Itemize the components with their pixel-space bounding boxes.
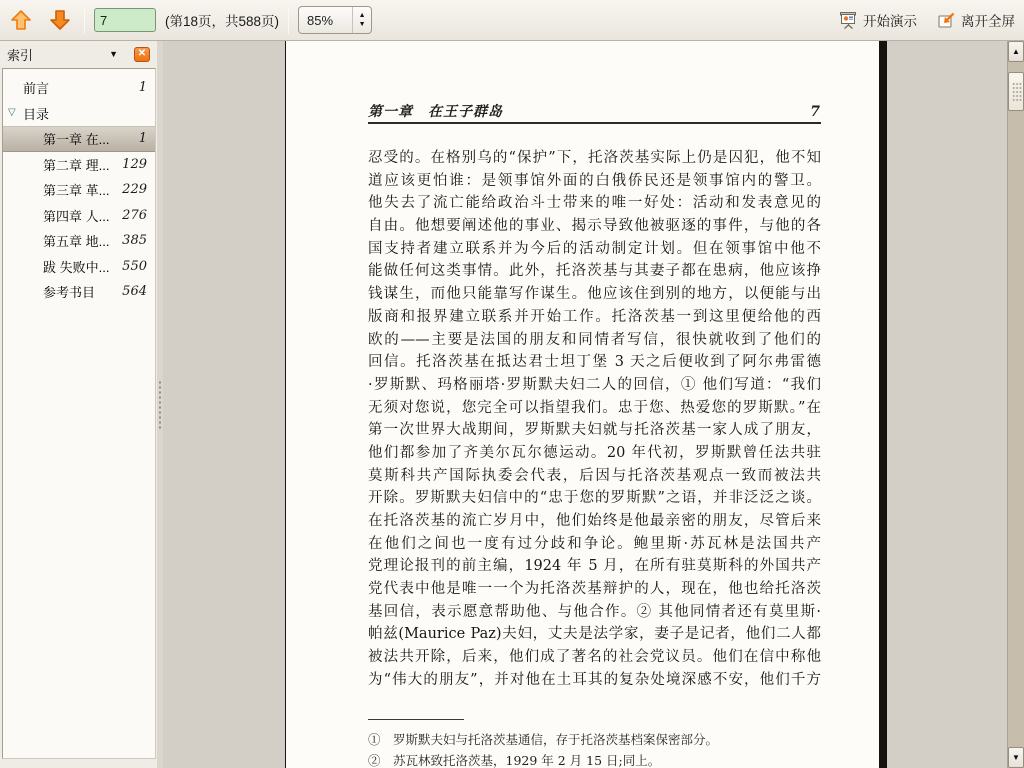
body-line: 能做任何这类事情。此外，托洛茨基与其妻子都在患病，他应该挣 xyxy=(368,263,821,280)
toc-item-page: 1 xyxy=(138,131,147,147)
toc-item-label: 前言 xyxy=(23,81,50,97)
toc-item[interactable] xyxy=(3,254,155,280)
toc-item-page: 129 xyxy=(122,156,147,172)
body-line: 他失去了流亡能给政治斗士带来的唯一好处：活动和发表意见的 xyxy=(368,195,821,212)
toc-item-page: 550 xyxy=(122,258,147,274)
toc-item-page: 564 xyxy=(122,284,147,300)
zoom-level-value: 85% xyxy=(307,12,334,28)
body-line: ·罗斯默、玛格丽塔·罗斯默夫妇二人的回信，① 他们写道：“我们 xyxy=(368,376,821,393)
toc-item-label: 第三章 革... xyxy=(43,183,110,199)
scrollbar-down-button[interactable]: ▼ xyxy=(1008,747,1024,768)
spinner-up-icon[interactable]: ▲ xyxy=(358,12,366,19)
body-line: 为“伟大的朋友”，并对他在土耳其的复杂处境深感不安，他们千方 xyxy=(368,671,821,688)
toolbar-separator xyxy=(84,7,85,34)
start-presentation-label: 开始演示 xyxy=(863,14,917,29)
body-line: 莫斯科共产国际执委会代表，后因与托洛茨基观点一致而被法共 xyxy=(368,467,821,484)
body-line: 基回信，表示愿意帮助他、与他合作。② 其他同情者还有莫里斯· xyxy=(368,603,821,620)
book-page[interactable] xyxy=(285,41,887,768)
toolbar xyxy=(0,0,1024,41)
body-line: 被法共开除，后来，他们成了著名的社会党议员。他们在信中称他 xyxy=(368,649,821,666)
splitter-grip-icon xyxy=(158,380,162,430)
footnote-rule xyxy=(368,719,464,720)
document-view[interactable] xyxy=(163,41,1007,768)
body-line: 版商和报界建立联系并开始工作。托洛茨基一到这里便给他的西 xyxy=(368,308,821,325)
toc-item[interactable] xyxy=(3,152,155,178)
body-line: 道应该更怕谁：是领事馆外面的白俄侨民还是领事馆内的警卫。 xyxy=(368,172,821,189)
body-line: 在托洛茨基的流亡岁月中，他们始终是他最亲密的朋友，尽管后来 xyxy=(368,513,821,529)
toc-item-page: 276 xyxy=(122,207,147,223)
arrow-down-icon xyxy=(48,8,72,32)
exit-fullscreen-icon xyxy=(937,11,956,30)
toc-item-label: 第二章 理... xyxy=(43,157,110,173)
toc-item[interactable] xyxy=(3,228,155,254)
body-line: 党理论报刊的前主编，1924 年 5 月，在所有驻莫斯科的外国共产 xyxy=(368,558,821,575)
zoom-level-select[interactable] xyxy=(298,6,372,34)
body-line: 在他们之间也一度有过分歧和争论。鲍里斯·苏瓦林是法国共产 xyxy=(368,535,821,552)
body-line: 国支持者建立联系并为今后的活动制定计划。但在领事馆中他不 xyxy=(368,240,821,257)
expander-triangle-icon[interactable]: ▽ xyxy=(8,107,16,119)
body-line: 第一次世界大战期间，罗斯默夫妇就与托洛茨基一家人成了朋友， xyxy=(368,422,821,439)
header-rule xyxy=(368,122,821,124)
body-line: 党代表中他是唯一一个为托洛茨基辩护的人，现在，他也给托洛茨 xyxy=(368,581,821,598)
toc-item-page: 229 xyxy=(122,182,147,198)
toc-item[interactable] xyxy=(3,75,155,101)
body-line: 他们都参加了齐美尔瓦尔德运动。20 年代初，罗斯默曾任法共驻 xyxy=(368,444,821,461)
body-line: 无须对您说，您完全可以指望我们。忠于您、热爱您的罗斯默。”在 xyxy=(368,399,821,416)
page-body xyxy=(368,147,821,692)
sidebar-close-button[interactable]: ✕ xyxy=(134,47,150,62)
sidebar xyxy=(0,41,157,768)
leave-fullscreen-label: 离开全屏 xyxy=(961,14,1015,29)
spinner-down-icon[interactable]: ▼ xyxy=(358,21,366,28)
presentation-screen-icon xyxy=(839,11,858,30)
sidebar-header xyxy=(0,41,157,67)
sidebar-title: 索引 xyxy=(7,47,34,63)
scrollbar-grip-icon xyxy=(1012,82,1022,102)
toolbar-separator xyxy=(288,7,289,34)
scrollbar-up-button[interactable]: ▲ xyxy=(1008,41,1024,62)
arrow-up-icon xyxy=(9,8,33,32)
chapter-title: 第一章 在王子群岛 xyxy=(368,104,503,120)
body-line: 钱谋生，而他只能靠写作谋生。他应该住到别的地方，以便能与出 xyxy=(368,286,821,303)
toc-item[interactable] xyxy=(3,279,155,305)
body-line: 帕兹(Maurice Paz)夫妇，丈夫是法学家，妻子是记者，他们二人都 xyxy=(368,626,821,643)
chevron-down-icon[interactable]: ▼ xyxy=(109,49,118,59)
toc-item[interactable] xyxy=(3,203,155,229)
toc-item-page: 385 xyxy=(122,233,147,249)
toc-item-label: 目录 xyxy=(23,106,50,122)
prev-page-button[interactable] xyxy=(6,6,36,34)
body-line: 欧的——主要是法国的朋友和同情者写信，很快就收到了他们的 xyxy=(368,331,821,348)
footnotes xyxy=(368,730,848,768)
page-number-input[interactable] xyxy=(94,8,156,32)
body-line: 忍受的。在格别乌的“保护”下，托洛茨基实际上仍是囚犯，他不知 xyxy=(368,150,821,166)
toc-item[interactable] xyxy=(3,177,155,203)
toc-item[interactable] xyxy=(3,101,155,127)
scrollbar-thumb[interactable] xyxy=(1008,72,1024,111)
body-line: 自由。他想要阐述他的事业、揭示导致他被驱逐的事件，与他的各 xyxy=(368,218,821,235)
toc-item[interactable] xyxy=(3,126,155,152)
toc-item-page: 1 xyxy=(138,80,147,96)
start-presentation-button[interactable] xyxy=(836,8,920,32)
body-line: 开除。罗斯默夫妇信中的“忠于您的罗斯默”之语，并非泛泛之谈。 xyxy=(368,490,821,507)
zoom-spinner[interactable] xyxy=(352,7,371,33)
leave-fullscreen-button[interactable] xyxy=(934,8,1018,32)
toc-item-label: 参考书目 xyxy=(43,285,96,301)
footnote-line: ① 罗斯默夫妇与托洛茨基通信，存于托洛茨基档案保密部分。 xyxy=(368,732,719,747)
printed-page-number: 7 xyxy=(810,104,821,120)
page-count-label: (第18页，共588页) xyxy=(165,14,280,29)
toc-tree xyxy=(2,68,156,759)
vertical-scrollbar[interactable] xyxy=(1007,41,1024,768)
toc-item-label: 第四章 人... xyxy=(43,208,110,224)
toc-item-label: 第五章 地... xyxy=(43,234,110,250)
footnote-line: ② 苏瓦林致托洛茨基，1929 年 2 月 15 日;同上。 xyxy=(368,752,661,768)
toc-item-label: 跋 失败中... xyxy=(43,259,110,275)
next-page-button[interactable] xyxy=(45,6,75,34)
body-line: 回信。托洛茨基在抵达君士坦丁堡 3 天之后便收到了阿尔弗雷德 xyxy=(368,354,821,371)
toc-item-label: 第一章 在... xyxy=(43,132,110,148)
running-header xyxy=(368,101,821,121)
